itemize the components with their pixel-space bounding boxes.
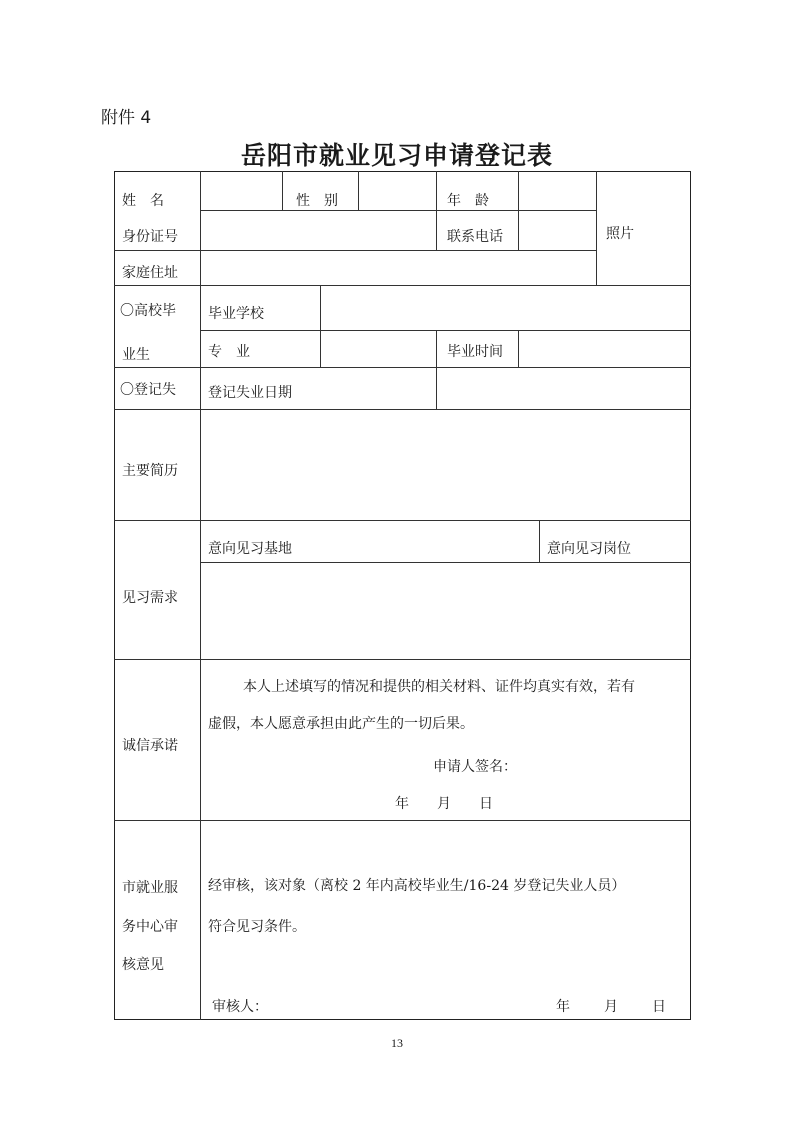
review-date-year: 年 (556, 999, 570, 1015)
intended-base-label: 意向见习基地 (208, 541, 292, 557)
table-rule (282, 171, 283, 211)
review-date-day: 日 (652, 999, 666, 1015)
table-rule (200, 330, 691, 331)
table-rule (320, 285, 321, 367)
name-label: 姓 名 (122, 193, 164, 209)
graduate-option-label-2: 业生 (122, 347, 150, 363)
table-rule (518, 330, 519, 367)
page-number: 13 (391, 1036, 403, 1050)
attachment-label: 附件 4 (101, 108, 152, 128)
internship-needs-label: 见习需求 (122, 590, 178, 606)
pledge-text-line1: 本人上述填写的情况和提供的相关材料、证件均真实有效，若有 (243, 679, 635, 695)
resume-label: 主要简历 (122, 463, 178, 479)
table-rule (596, 171, 597, 285)
graduation-time-label: 毕业时间 (447, 344, 503, 360)
major-label: 专 业 (208, 344, 250, 360)
review-date-month: 月 (604, 999, 618, 1015)
pledge-text-line2: 虚假，本人愿意承担由此产生的一切后果。 (208, 716, 474, 732)
reviewer-label: 审核人： (212, 999, 268, 1015)
table-rule (436, 330, 437, 409)
applicant-signature-label: 申请人签名： (433, 759, 517, 775)
id-number-label: 身份证号 (122, 229, 178, 245)
age-label: 年 龄 (447, 193, 489, 209)
table-rule (114, 250, 596, 251)
table-rule (200, 210, 596, 211)
address-label: 家庭住址 (122, 265, 178, 281)
gender-label: 性 别 (296, 193, 338, 209)
phone-label: 联系电话 (447, 229, 503, 245)
graduate-option-label: 〇高校毕 (120, 303, 176, 319)
table-rule (518, 171, 519, 250)
school-label: 毕业学校 (208, 306, 264, 322)
integrity-label: 诚信承诺 (122, 738, 178, 754)
table-rule (358, 171, 359, 211)
table-rule (200, 562, 691, 563)
photo-label: 照片 (606, 226, 634, 242)
review-label-line3: 核意见 (122, 957, 164, 973)
table-rule (436, 171, 437, 250)
unemployed-option-label: 〇登记失 (120, 382, 176, 398)
review-text-line2: 符合见习条件。 (208, 919, 306, 935)
unemployed-date-label: 登记失业日期 (208, 385, 292, 401)
table-rule (539, 520, 540, 562)
review-text-line1: 经审核，该对象（离校 2 年内高校毕业生/16-24 岁登记失业人员） (208, 878, 626, 894)
review-label-line1: 市就业服 (122, 880, 178, 896)
table-rule (200, 171, 201, 1020)
intended-post-label: 意向见习岗位 (547, 541, 631, 557)
pledge-date: 年 月 日 (395, 796, 493, 812)
form-title: 岳阳市就业见习申请登记表 (240, 141, 553, 170)
review-label-line2: 务中心审 (122, 919, 178, 935)
